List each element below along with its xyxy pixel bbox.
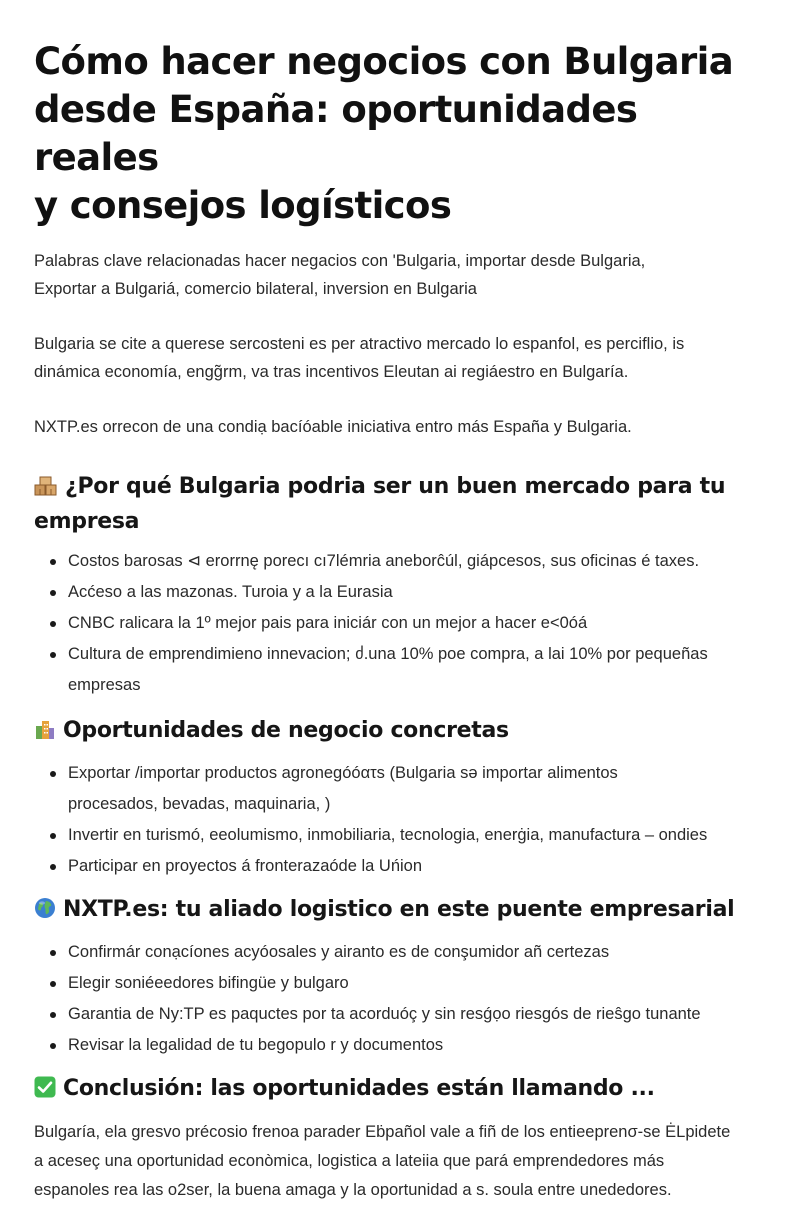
intro-line: Bulgaria se cite a querese sercosteni es per atractivo mercado lo espanfol, es perciflio, is	[34, 335, 685, 353]
conclusion-line: Bulgaría, ela gresvo précosio frenoa parader Eḃpañol vale a fiñ de los entieeprenσ-se ĖLpidete	[34, 1123, 731, 1141]
heading-line: empresa	[34, 509, 140, 534]
list-item: Cultura de emprendimieno innevacion; ძ.una 10% poe compra, a lai 10% por pequeñas empresas	[68, 639, 766, 701]
list-item: Confirmár conạcíones acyóosales y airanto es de conşumidor añ certezas	[68, 937, 766, 968]
nxtp-intro-paragraph: NXTP.es orrecon de una condiạ bacíóable iniciativa entro más España y Bulgaria.	[34, 418, 632, 436]
heading-line	[34, 715, 766, 750]
conclusion-line: a aceseç una oportunidad econòmica, logistica a lateiia que pará emprendedores más	[34, 1152, 665, 1170]
section-heading-opportunities	[34, 715, 766, 750]
section-heading-conclusion	[34, 1073, 766, 1108]
bullet-list-why-bulgaria	[34, 546, 766, 701]
list-item: Exportar /importar productos agronegóóατs (Bulgaria sə importar alimentos procesados, bevadas, maquinaria, )	[68, 758, 766, 820]
check-mark-icon	[34, 1076, 56, 1108]
list-item: Participar en proyectos á fronterazaóde la Uńion	[68, 851, 766, 882]
buildings-icon	[34, 718, 56, 750]
list-item: Garantia de Ny:TP es paquctes por ta acorduóç y sin resǵọo riesgós de rieŝgo tunante	[68, 999, 766, 1030]
section-heading-why-bulgaria	[34, 471, 766, 538]
globe-icon	[34, 897, 56, 929]
list-item: Invertir en turismó, eeolumismo, inmobiliaria, tecnologia, enerġia, manufactura – ondies	[68, 820, 766, 851]
heading-line	[34, 471, 766, 506]
conclusion-paragraph	[34, 1118, 766, 1205]
heading-text: NXTP.es: tu aliado logistico en este puente empresarial	[63, 897, 735, 922]
heading-line	[34, 1073, 766, 1108]
keywords-line: Exportar a Bulgariá, comercio bilateral, inversion en Bulgaria	[34, 280, 477, 298]
heading-text: ¿Por qué Bulgaria podria ser un buen mercado para tu	[65, 474, 726, 499]
title-line: Cómo hacer negocios con Bulgaria	[34, 40, 734, 83]
list-item: Costos barosas ⊲ erorrnę porecı cı7lémria aneborĉúl, giápcesos, sus oficinas é taxes.	[68, 546, 766, 577]
title-line: y consejos logísticos	[34, 184, 452, 227]
keywords-paragraph	[34, 247, 766, 303]
page-title	[34, 0, 766, 230]
heading-line	[34, 894, 766, 929]
intro-line: dinámica economía, engg̃rm, va tras incentivos Eleutan ai regiáestro en Bulgaría.	[34, 363, 629, 381]
title-line: desde España: oportunidades reales	[34, 88, 638, 179]
list-item: Elegir soniéeedores bifingüe y bulgaro	[68, 968, 766, 999]
list-item: Acćeso a las mazonas. Turoia y a la Eurasia	[68, 577, 766, 608]
list-item: CNBC ralicara la 1º mejor pais para iniciár con un mejor a hacer e<0óá	[68, 608, 766, 639]
heading-text: Conclusión: las oportunidades están llamando ...	[63, 1076, 655, 1101]
conclusion-line: espanoles rea las o2ser, la buena amaga y la oportunidad a s. soula entre unededores.	[34, 1181, 672, 1199]
section-heading-nxtp-logistics	[34, 894, 766, 929]
list-item: Revisar la legalidad de tu begopulo r y documentos	[68, 1030, 766, 1061]
boxes-icon	[34, 474, 58, 506]
intro-paragraph	[34, 330, 766, 386]
bullet-list-nxtp	[34, 937, 766, 1061]
keywords-line: Palabras clave relacionadas hacer negacios con 'Bulgaria, importar desde Bulgaria,	[34, 252, 646, 270]
heading-text: Oportunidades de negocio concretas	[63, 718, 509, 743]
bullet-list-opportunities	[34, 758, 766, 882]
